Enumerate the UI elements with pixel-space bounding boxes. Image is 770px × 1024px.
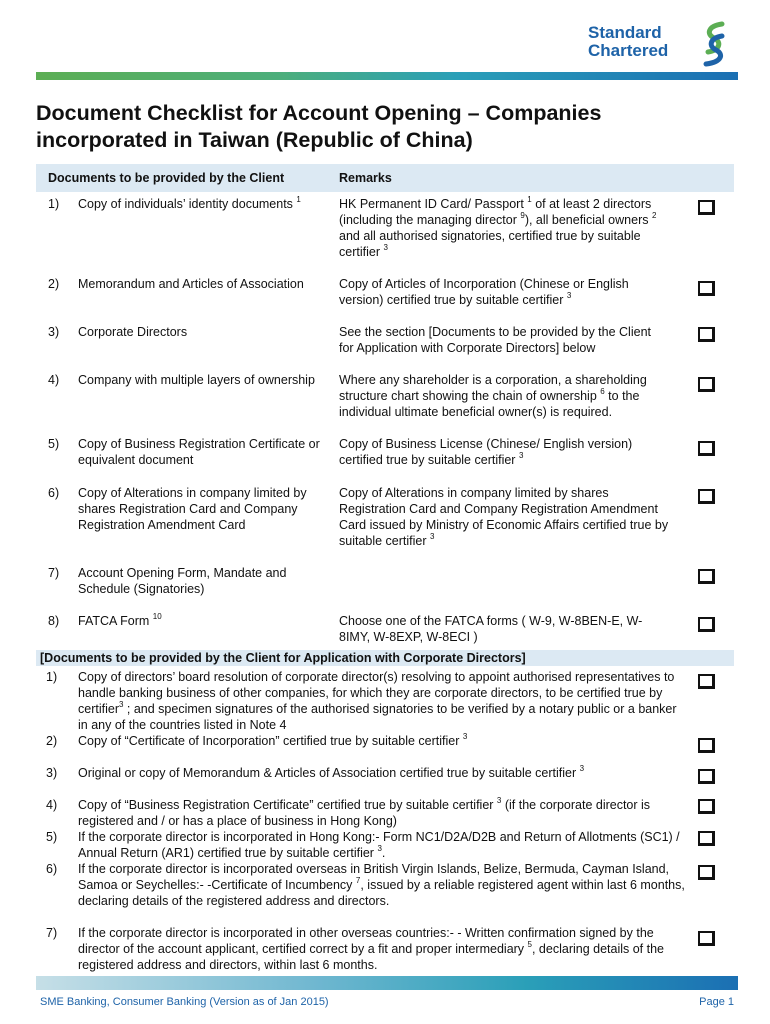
text-segment: Copy of Alterations in company limited by shares Registration Card and Company Registration Amendment Card issued by Ministry of Economic Affairs certified true by suitable certifier — [339, 486, 669, 548]
footnote-ref: 3 — [496, 796, 502, 805]
requirement-text — [78, 829, 686, 861]
row-number: 5) — [48, 437, 60, 451]
footnote-ref: 10 — [152, 612, 162, 621]
row-number: 7) — [46, 926, 58, 940]
text-segment: Copy of directors’ board resolution of corporate director(s) resolving to appoint authorised representatives to handle banking business of other companies, for which they are corporate directors, to be certified true by certifier — [78, 670, 675, 716]
document-name — [78, 436, 328, 468]
footnote-ref: 3 — [118, 700, 124, 709]
footnote-ref: 6 — [600, 387, 605, 396]
footnote-ref: 3 — [430, 532, 435, 541]
footer-version: SME Banking, Consumer Banking (Version as of Jan 2015) — [40, 996, 329, 1008]
page-title: Document Checklist for Account Opening – Companies incorporated in Taiwan (Republic of China) — [36, 101, 602, 152]
text-segment: , issued by a reliable registered agent within last 6 months, declaring details of the registered address and directors. — [78, 878, 685, 908]
column-header-documents: Documents to be provided by the Client — [48, 171, 285, 185]
text-segment: . — [381, 846, 386, 860]
document-name — [78, 324, 328, 340]
footnote-ref: 1 — [527, 195, 532, 204]
checkbox[interactable] — [698, 931, 715, 946]
requirement-text — [78, 797, 686, 829]
text-segment: If the corporate director is incorporated in other overseas countries:- - Written confirmation signed by the director of the account applicant, certified correct by a fit and proper intermediary — [78, 926, 654, 956]
footnote-ref: 9 — [520, 211, 525, 220]
top-color-bar — [36, 72, 738, 80]
document-name — [78, 196, 328, 212]
remark — [339, 372, 669, 420]
remark — [339, 196, 669, 260]
row-number: 2) — [46, 734, 58, 748]
document-name — [78, 372, 328, 388]
row-number: 8) — [48, 614, 60, 628]
document-name-text: FATCA Form — [78, 614, 150, 628]
text-segment: See the section [Documents to be provided by the Client for Application with Corporate Directors] below — [339, 325, 651, 355]
document-name-text: Memorandum and Articles of Association — [78, 277, 304, 291]
row-number: 6) — [46, 862, 58, 876]
footnote-ref: 3 — [566, 291, 572, 300]
document-name — [78, 613, 328, 629]
row-number: 6) — [48, 486, 60, 500]
row-number: 4) — [46, 798, 58, 812]
table-header — [36, 164, 734, 192]
footnote-ref: 1 — [296, 195, 301, 204]
text-segment: Copy of “Certificate of Incorporation” certified true by suitable certifier — [78, 734, 463, 748]
document-name-text: Copy of Alterations in company limited by shares Registration Card and Company Registration Amendment Card — [78, 486, 307, 532]
document-name-text: Company with multiple layers of ownership — [78, 373, 315, 387]
remark — [339, 276, 669, 308]
row-number: 7) — [48, 566, 60, 580]
document-name — [78, 565, 328, 597]
checkbox[interactable] — [698, 281, 715, 296]
text-segment: Choose one of the FATCA forms ( W-9, W-8BEN-E, W-8IMY, W-8EXP, W-8ECI ) — [339, 614, 643, 644]
checkbox[interactable] — [698, 569, 715, 584]
text-segment: If the corporate director is incorporated in Hong Kong:- Form NC1/D2A/D2B and Return of Allotments (SC1) / Annual Return (AR1) certified true by suitable certifier — [78, 830, 680, 860]
footnote-ref: 3 — [377, 844, 382, 853]
brand-line1: Standard — [588, 23, 662, 42]
footnote-ref: 3 — [462, 732, 468, 741]
text-segment: Where any shareholder is a corporation, a shareholding structure chart showing the chain of ownership — [339, 373, 647, 403]
footnote-ref: 5 — [527, 940, 532, 949]
remark — [339, 485, 669, 549]
text-segment: , declaring details of the registered address and directors, within last 6 months. — [78, 942, 665, 972]
row-number: 1) — [48, 197, 60, 211]
remark — [339, 324, 669, 356]
footnote-ref: 7 — [355, 876, 361, 885]
bottom-color-bar — [36, 976, 738, 990]
document-name-text: Corporate Directors — [78, 325, 188, 339]
brand-swirl-icon — [700, 20, 728, 68]
requirement-text — [78, 765, 686, 781]
requirement-text — [78, 861, 686, 909]
text-segment: to the individual ultimate beneficial owner(s) is required. — [339, 389, 640, 419]
remark — [339, 613, 669, 645]
text-segment: Original or copy of Memorandum & Articles of Association certified true by suitable certifier — [78, 766, 580, 780]
footer-page-number: Page 1 — [699, 996, 734, 1008]
requirement-text — [78, 669, 686, 733]
document-name-text: Copy of individuals’ identity documents — [78, 197, 293, 211]
checkbox[interactable] — [698, 617, 715, 632]
text-segment: If the corporate director is incorporated overseas in British Virgin Islands, Belize, Bermuda, Cayman Island, Samoa or Seychelles:- -Certificate of Incumbency — [78, 862, 670, 892]
checkbox[interactable] — [698, 327, 715, 342]
text-segment: (if the corporate director is registered and / or has a place of business in Hong Kong) — [78, 798, 651, 828]
checkbox[interactable] — [698, 441, 715, 456]
text-segment: ), all beneficial owners — [524, 213, 652, 227]
footnote-ref: 3 — [383, 243, 388, 252]
checkbox[interactable] — [698, 831, 715, 846]
document-name-text: Account Opening Form, Mandate and Schedule (Signatories) — [78, 566, 287, 596]
requirement-text — [78, 733, 686, 749]
requirement-text — [78, 925, 686, 973]
checkbox[interactable] — [698, 200, 715, 215]
text-segment: ; and specimen signatures of the authorised signatories to be verified by a notary public or a banker in any of the countries listed in Note 4 — [78, 702, 677, 732]
row-number: 3) — [46, 766, 58, 780]
brand-line2: Chartered — [588, 41, 669, 60]
text-segment: and all authorised signatories, certified true by suitable certifier — [339, 229, 641, 259]
column-header-remarks: Remarks — [339, 171, 392, 185]
footnote-ref: 2 — [651, 211, 657, 220]
row-number: 1) — [46, 670, 58, 684]
document-name — [78, 485, 328, 533]
checkbox[interactable] — [698, 738, 715, 753]
remark — [339, 436, 669, 468]
corporate-directors-section-title: [Documents to be provided by the Client for Application with Corporate Directors] — [36, 650, 734, 666]
document-name-text: Copy of Business Registration Certificate or equivalent document — [78, 437, 320, 467]
checkbox[interactable] — [698, 865, 715, 880]
brand-name — [588, 24, 668, 60]
row-number: 3) — [48, 325, 60, 339]
checkbox[interactable] — [698, 799, 715, 814]
text-segment: of at least 2 directors (including the managing director — [339, 197, 652, 227]
row-number: 4) — [48, 373, 60, 387]
footnote-ref: 3 — [579, 764, 585, 773]
checkbox[interactable] — [698, 489, 715, 504]
checkbox[interactable] — [698, 674, 715, 689]
text-segment: Copy of Business License (Chinese/ English version) certified true by suitable certifier — [339, 437, 633, 467]
checkbox[interactable] — [698, 377, 715, 392]
row-number: 5) — [46, 830, 58, 844]
checkbox[interactable] — [698, 769, 715, 784]
row-number: 2) — [48, 277, 60, 291]
footnote-ref: 3 — [518, 451, 524, 460]
document-name — [78, 276, 328, 292]
text-segment: Copy of “Business Registration Certificate” certified true by suitable certifier — [78, 798, 497, 812]
text-segment: HK Permanent ID Card/ Passport — [339, 197, 528, 211]
text-segment: Copy of Articles of Incorporation (Chinese or English version) certified true by suitable certifier — [339, 277, 629, 307]
standard-chartered-logo — [588, 20, 728, 68]
